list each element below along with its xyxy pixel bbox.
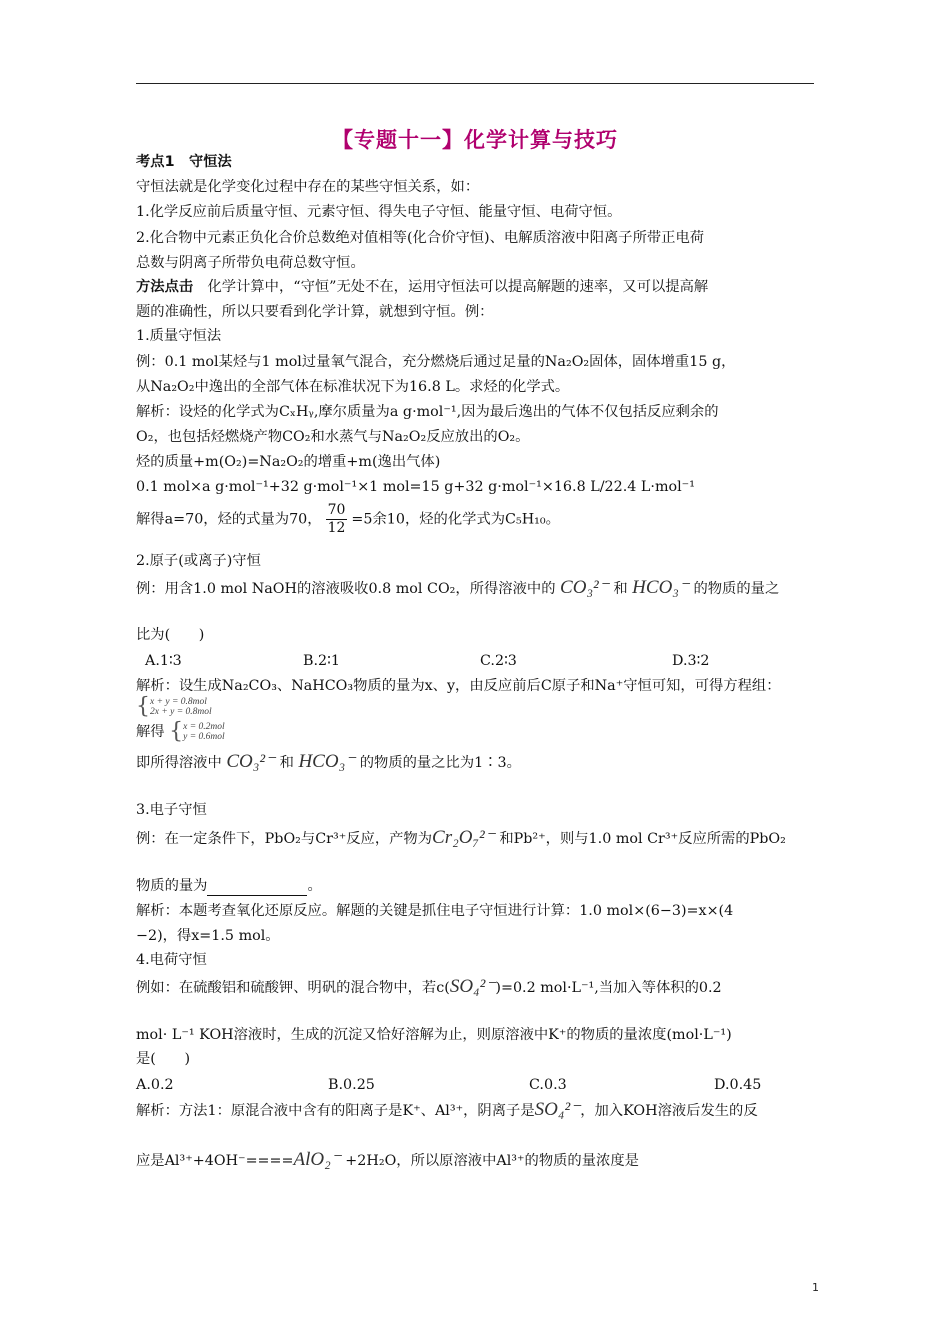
- system2-row1: x = 0.2mol: [183, 722, 225, 732]
- method2-example-text: 例：用含1.0 mol NaOH的溶液吸收0.8 mol CO₂，所得溶液中的: [136, 581, 556, 597]
- page-number: 1: [812, 1281, 819, 1294]
- formula-hco3-2: HCO₃⁻: [298, 751, 356, 772]
- m4-option-c: C.0.3: [529, 1077, 567, 1093]
- method1-title: 1.质量守恒法: [136, 328, 222, 344]
- system1-row2: 2x + y = 0.8mol: [150, 707, 212, 717]
- fraction-denominator: 12: [327, 520, 346, 536]
- reaction-text: 应是Al³⁺+4OH⁻====: [136, 1153, 294, 1169]
- reaction-tail: +2H₂O，所以原溶液中Al³⁺的物质的量浓度是: [345, 1153, 639, 1169]
- method3-example-c: [136, 876, 322, 896]
- method4-solution-tail: ，加入KOH溶液后发生的反: [580, 1103, 758, 1119]
- option-a: A.1∶3: [145, 653, 182, 669]
- system2-row2: y = 0.6mol: [183, 732, 225, 742]
- section-heading: 考点1 守恒法: [136, 154, 232, 170]
- method-text-a: 化学计算中，“守恒”无处不在，运用守恒法可以提高解题的速率，又可以提高解: [193, 279, 709, 295]
- method3-title: 3.电子守恒: [136, 802, 207, 818]
- method2-solution: 解析：设生成Na₂CO₃、NaHCO₃物质的量为x、y，由反应前后C原子和Na⁺守恒可知，可得方程组：: [136, 678, 781, 694]
- method4-example-tail: )=0.2 mol·L⁻¹,当加入等体积的0.2: [495, 980, 722, 996]
- conclusion-text-a: 即所得溶液中: [136, 755, 222, 771]
- formula-co3: CO₃²⁻: [560, 577, 609, 598]
- formula-co3-2: CO₃²⁻: [226, 751, 276, 772]
- method1-equation-1: 烃的质量+m(O₂)=Na₂O₂的增重+m(逸出气体): [136, 454, 441, 470]
- method1-example-b: 从Na₂O₂中逸出的全部气体在标准状况下为16.8 L。求烃的化学式。: [136, 379, 570, 395]
- method4-example-text: 例如：在硫酸铝和硫酸钾、明矾的混合物中，若c(: [136, 980, 450, 996]
- method4-solution-text: 解析：方法1：原混合液中含有的阳离子是K⁺、Al³⁺，阴离子是: [136, 1103, 535, 1119]
- and-text: 和: [613, 581, 628, 597]
- fraction-70-12: [326, 502, 348, 537]
- intro-line: 守恒法就是化学变化过程中存在的某些守恒关系，如：: [136, 179, 480, 195]
- conclusion-text-b: 的物质的量之比为1∶3。: [359, 755, 521, 771]
- option-b: B.2∶1: [303, 653, 340, 669]
- point-2b: 总数与阴离子所带负电荷总数守恒。: [136, 255, 365, 271]
- answer-blank: [207, 881, 307, 896]
- method3-example-a: [136, 828, 786, 849]
- method4-title: 4.电荷守恒: [136, 952, 207, 968]
- method1-result: [136, 502, 560, 537]
- method1-solution-a: 解析：设烃的化学式为CₓHᵧ,摩尔质量为a g·mol⁻¹,因为最后逸出的气体不仅包括反应剩余的: [136, 404, 719, 420]
- m4-option-d: D.0.45: [714, 1077, 762, 1093]
- equation-system-2: 解得 { x = 0.2mol y = 0.6mol: [136, 719, 225, 744]
- method-line-a: [136, 277, 708, 297]
- formula-alo2: AlO₂⁻: [293, 1149, 341, 1170]
- method-label: 方法点击: [136, 279, 194, 295]
- page-title: 【专题十一】化学计算与技巧: [332, 128, 618, 152]
- method3-question: 物质的量为: [136, 878, 208, 894]
- method3-period: 。: [307, 878, 322, 894]
- method1-equation-2: 0.1 mol×a g·mol⁻¹+32 g·mol⁻¹×1 mol=15 g+32 g·mol⁻¹×16.8 L/22.4 L·mol⁻¹: [136, 479, 695, 495]
- method2-example-tail: 的物质的量之: [693, 581, 780, 597]
- option-c: C.2∶3: [480, 653, 517, 669]
- option-d: D.3∶2: [672, 653, 710, 669]
- method3-solution-b: −2)，得x=1.5 mol。: [136, 928, 280, 944]
- solve-label: 解得: [136, 724, 165, 740]
- method3-example-text: 例：在一定条件下，PbO₂与Cr³⁺反应，产物为: [136, 831, 433, 847]
- formula-so4: SO₄²⁻: [449, 976, 496, 997]
- method2-conclusion: [136, 752, 521, 773]
- and-text-2: 和: [279, 755, 294, 771]
- m4-option-b: B.0.25: [328, 1077, 375, 1093]
- method1-result-a: 解得a=70，烃的式量为70，: [136, 511, 322, 528]
- method1-example-a: 例：0.1 mol某烃与1 mol过量氧气混合，充分燃烧后通过足量的Na₂O₂固体，固体增重15 g，: [136, 354, 736, 370]
- equation-system-1: { x + y = 0.8mol 2x + y = 0.8mol: [136, 694, 212, 719]
- header-rule: [136, 83, 814, 84]
- method4-solution-b: [136, 1150, 639, 1171]
- method4-example-c: mol· L⁻¹ KOH溶液时，生成的沉淀又恰好溶解为止，则原溶液中K⁺的物质的量浓度(mol·L⁻¹): [136, 1027, 732, 1043]
- m4-option-a: A.0.2: [136, 1077, 174, 1093]
- method2-example-a: [136, 578, 779, 599]
- method4-example-a: [136, 977, 722, 998]
- system1-row1: x + y = 0.8mol: [150, 697, 207, 707]
- formula-so4-2: SO₄²⁻: [534, 1099, 581, 1120]
- method1-solution-b: O₂，也包括烃燃烧产物CO₂和水蒸气与Na₂O₂反应放出的O₂。: [136, 429, 530, 445]
- fraction-numerator: 70: [327, 502, 346, 518]
- method1-result-b: =5余10，烃的化学式为C₅H₁₀。: [351, 511, 560, 528]
- method3-example-tail: 和Pb²⁺，则与1.0 mol Cr³⁺反应所需的PbO₂: [499, 831, 786, 847]
- point-1: 1.化学反应前后质量守恒、元素守恒、得失电子守恒、能量守恒、电荷守恒。: [136, 204, 622, 220]
- method2-example-c: 比为( ): [136, 627, 205, 643]
- method4-example-d: 是( ): [136, 1051, 191, 1067]
- method4-solution-a: [136, 1100, 758, 1121]
- method3-solution-a: 解析：本题考查氧化还原反应。解题的关键是抓住电子守恒进行计算：1.0 mol×(6−3)=x×(4: [136, 903, 734, 919]
- formula-hco3: HCO₃⁻: [632, 577, 689, 598]
- method2-title: 2.原子(或离子)守恒: [136, 553, 261, 569]
- method-line-b: 题的准确性，所以只要看到化学计算，就想到守恒。例：: [136, 304, 494, 320]
- formula-cr2o7: Cr₂O₇²⁻: [432, 827, 495, 848]
- point-2a: 2.化合物中元素正负化合价总数绝对值相等(化合价守恒)、电解质溶液中阳离子所带正电荷: [136, 230, 705, 246]
